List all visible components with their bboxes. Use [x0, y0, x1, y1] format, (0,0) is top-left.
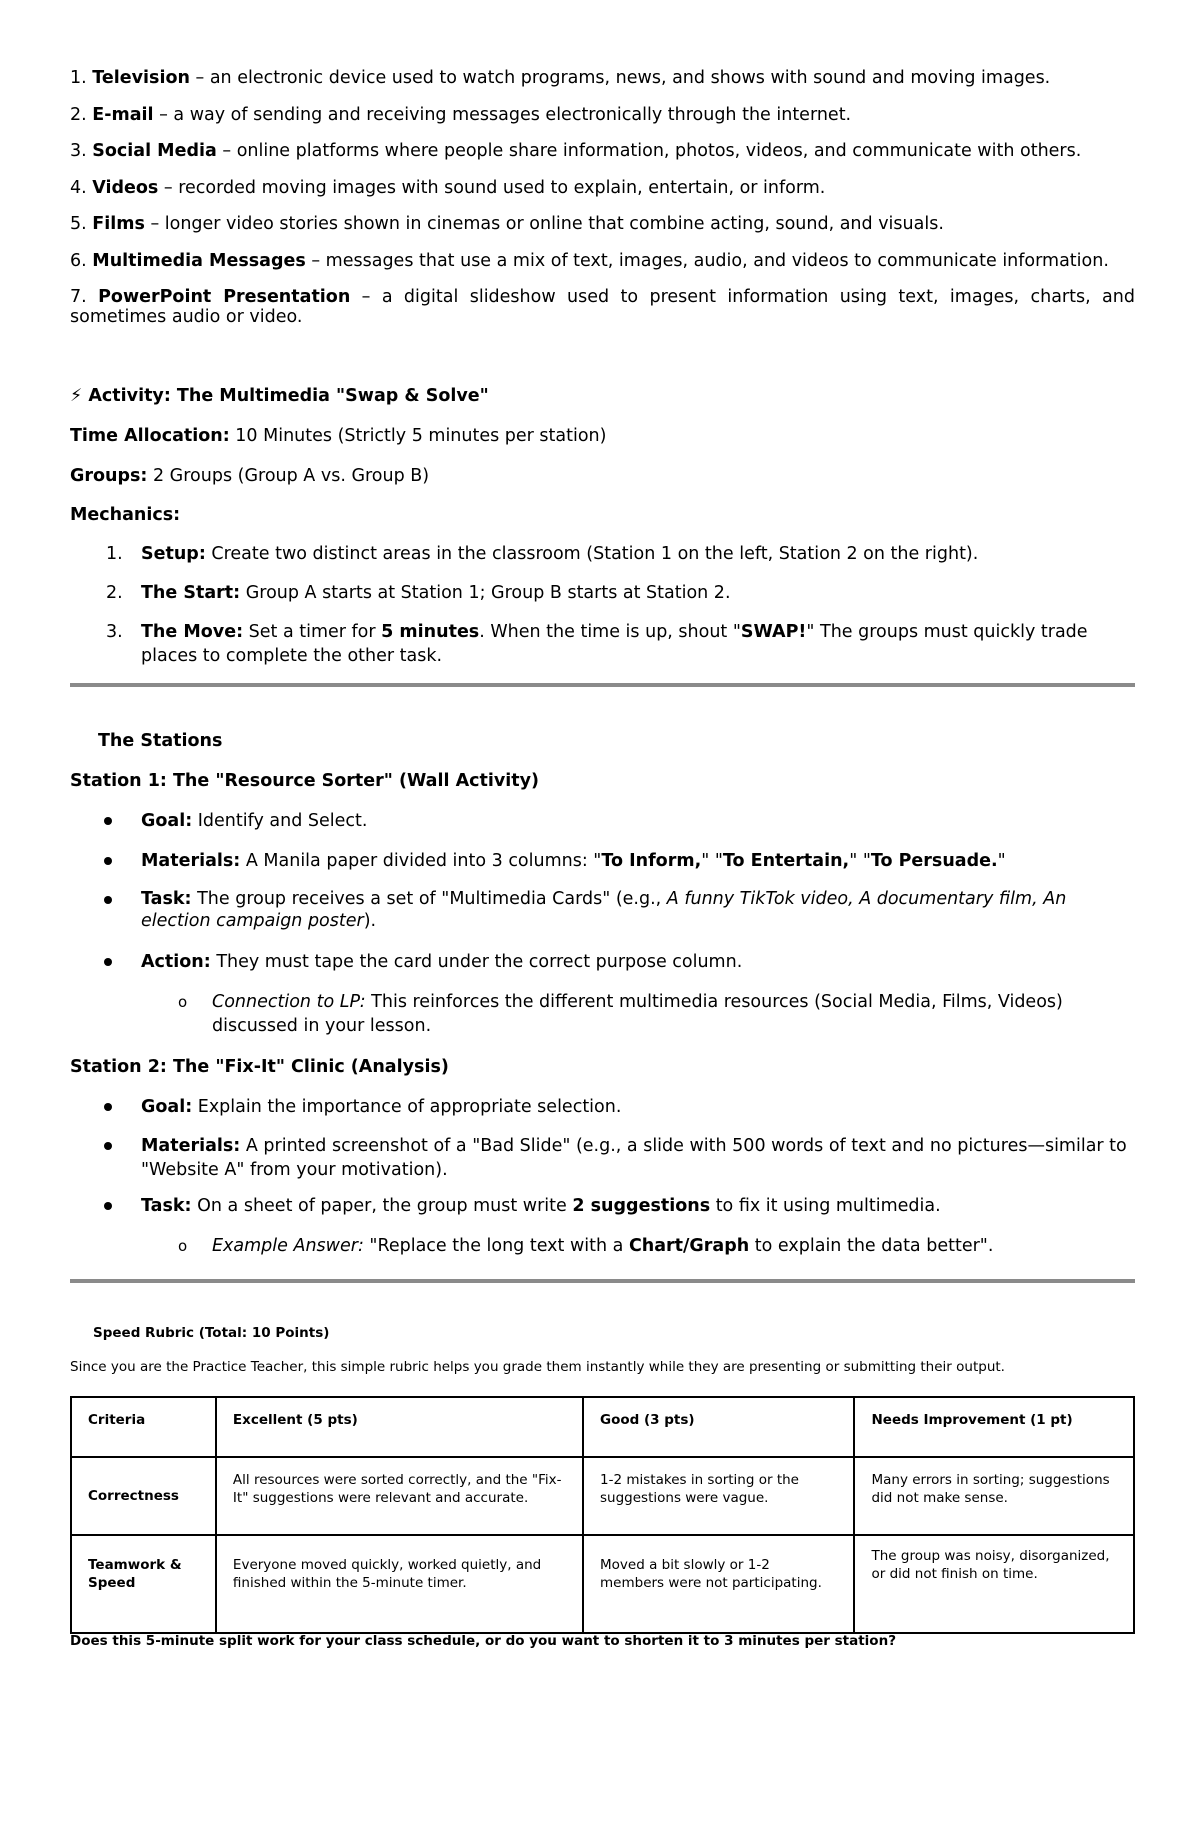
bullet-icon [104, 857, 112, 865]
table-header-cell: Good (3 pts) [583, 1397, 854, 1457]
table-cell: All resources were sorted correctly, and the "Fix-It" suggestions were relevant and accurate. [216, 1457, 583, 1535]
definition-term: Television [92, 68, 190, 88]
mechanics-label: Mechanics: [70, 505, 181, 525]
table-cell: 1-2 mistakes in sorting or the suggestions were vague. [583, 1457, 854, 1535]
definition-term: PowerPoint Presentation [98, 287, 351, 307]
station1-title: Station 1: The "Resource Sorter" (Wall Activity) [70, 771, 540, 791]
rubric-table [70, 1396, 1135, 1634]
table-row [71, 1457, 1134, 1535]
table-cell: Everyone moved quickly, worked quietly, and finished within the 5-minute timer. [216, 1535, 583, 1633]
definition-item: 6. Multimedia Messages – messages that use a mix of text, images, audio, and videos to communicate information. [70, 250, 1109, 271]
mechanics-step: 3. The Move: Set a timer for 5 minutes. When the time is up, shout "SWAP!" The groups must quickly trade places to complete the other task. [106, 622, 1088, 666]
station1-task: Task: The group receives a set of "Multimedia Cards" (e.g., A funny TikTok video, A documentary film, An election campaign poster). [70, 888, 1135, 936]
bullet-icon [104, 1103, 112, 1111]
table-header-cell: Excellent (5 pts) [216, 1397, 583, 1457]
bullet-icon [104, 1142, 112, 1150]
horizontal-divider [70, 683, 1135, 687]
table-cell: Correctness [71, 1457, 216, 1535]
definition-item: 4. Videos – recorded moving images with sound used to explain, entertain, or inform. [70, 177, 826, 198]
table-row [71, 1535, 1134, 1633]
table-header-row [71, 1397, 1134, 1457]
definition-item: 5. Films – longer video stories shown in cinemas or online that combine acting, sound, and visuals. [70, 214, 944, 234]
closing-question: Does this 5-minute split work for your class schedule, or do you want to shorten it to 3 minutes per station? [70, 1633, 897, 1649]
station1-action: Action: They must tape the card under the correct purpose column. [70, 950, 1135, 974]
table-cell: The group was noisy, disorganized, or did not finish on time. [854, 1535, 1134, 1633]
bullet-icon [104, 896, 112, 904]
mechanics-step: 1. Setup: Create two distinct areas in the classroom (Station 1 on the left, Station 2 on the right). [106, 544, 979, 564]
station2-task: Task: On a sheet of paper, the group must write 2 suggestions to fix it using multimedia. [70, 1194, 1135, 1218]
table-header-cell: Needs Improvement (1 pt) [854, 1397, 1134, 1457]
definition-term: Videos [92, 177, 159, 198]
bullet-icon [104, 817, 112, 825]
stations-heading: The Stations [98, 731, 223, 751]
rubric-intro: Since you are the Practice Teacher, this simple rubric helps you grade them instantly while they are presenting or submitting their output. [70, 1359, 1005, 1375]
table-header-cell: Criteria [71, 1397, 216, 1457]
definition-term: E-mail [92, 104, 154, 125]
station1-goal: Goal: Identify and Select. [70, 809, 1135, 833]
table-cell: Many errors in sorting; suggestions did not make sense. [854, 1457, 1134, 1535]
definition-item: 3. Social Media – online platforms where people share information, photos, videos, and communicate with others. [70, 141, 1082, 161]
station2-example: o Example Answer: "Replace the long text with a Chart/Graph to explain the data better". [178, 1236, 994, 1256]
bullet-icon [104, 958, 112, 966]
station1-connection: o Connection to LP: This reinforces the different multimedia resources (Social Media, Films, Videos) discussed in your lesson. [178, 992, 1063, 1036]
definition-item: 7. PowerPoint Presentation – a digital slideshow used to present information using text, images, charts, and sometimes audio or video. [70, 287, 1135, 327]
table-cell: Moved a bit slowly or 1-2 members were not participating. [583, 1535, 854, 1633]
sub-bullet-icon: o [178, 993, 188, 1011]
activity-title: ⚡ Activity: The Multimedia "Swap & Solve" [70, 386, 489, 406]
definition-term: Films [92, 214, 145, 234]
station1-materials: Materials: A Manila paper divided into 3 columns: "To Inform," "To Entertain," "To Persuade." [70, 849, 1135, 873]
bullet-icon [104, 1202, 112, 1210]
definitions-list [70, 68, 1135, 344]
definition-item: 2. E-mail – a way of sending and receiving messages electronically through the internet. [70, 104, 852, 125]
horizontal-divider [70, 1279, 1135, 1283]
time-allocation: Time Allocation: 10 Minutes (Strictly 5 minutes per station) [70, 426, 607, 446]
station2-materials: Materials: A printed screenshot of a "Bad Slide" (e.g., a slide with 500 words of text and no pictures—similar to "Website A" from your motivation). [70, 1134, 1135, 1182]
station2-title: Station 2: The "Fix-It" Clinic (Analysis) [70, 1057, 449, 1077]
definition-term: Multimedia Messages [92, 250, 306, 271]
rubric-title: Speed Rubric (Total: 10 Points) [93, 1325, 330, 1341]
definition-item: 1. Television – an electronic device used to watch programs, news, and shows with sound and moving images. [70, 68, 1051, 88]
definition-term: Social Media [92, 141, 217, 161]
sub-bullet-icon: o [178, 1237, 188, 1255]
groups: Groups: 2 Groups (Group A vs. Group B) [70, 466, 430, 486]
mechanics-step: 2. The Start: Group A starts at Station 1; Group B starts at Station 2. [106, 583, 731, 603]
station2-goal: Goal: Explain the importance of appropriate selection. [70, 1095, 1135, 1119]
table-cell: Teamwork & Speed [71, 1535, 216, 1633]
